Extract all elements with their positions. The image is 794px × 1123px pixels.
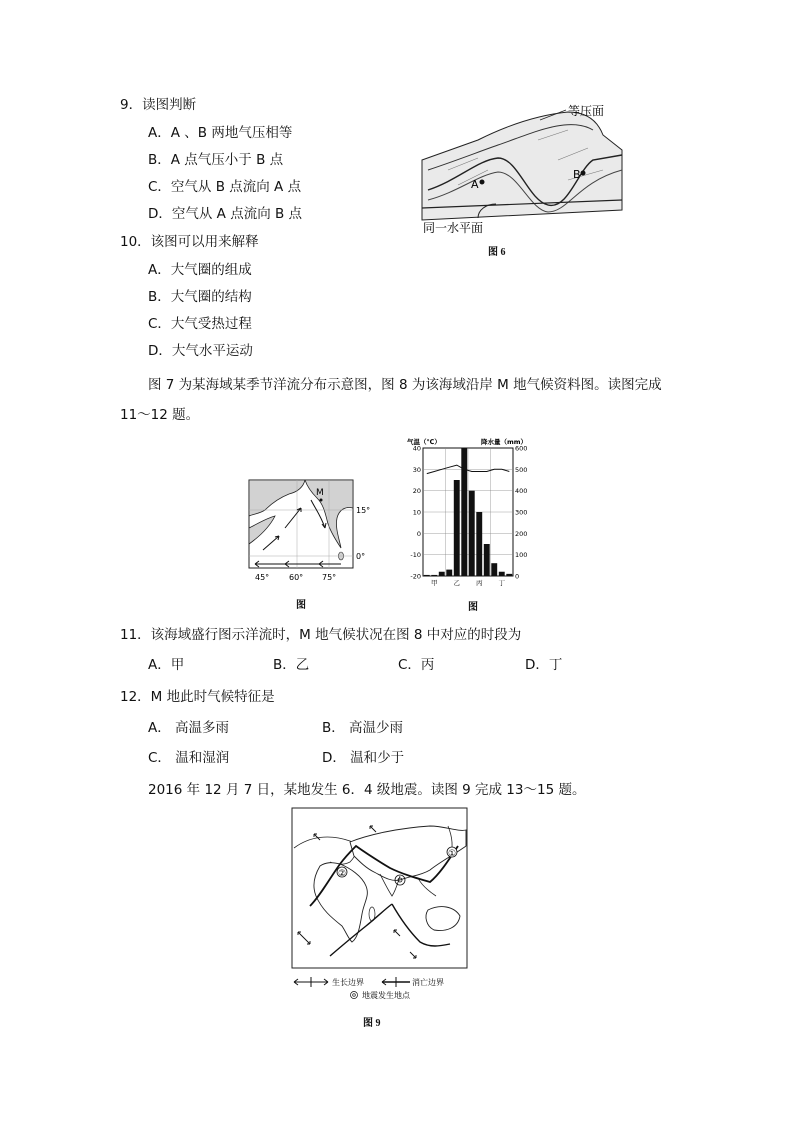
fig8-precip-bar: [439, 572, 445, 576]
q10-option-c: C．大气受热过程: [148, 316, 252, 332]
q11-option-a: A．甲: [148, 657, 185, 673]
figure-7-ocean-current-map: [245, 478, 375, 588]
q12-option-a: A． 高温多雨: [148, 720, 230, 736]
fig8-precip-bar: [499, 572, 505, 576]
fig7-lon-75: 75°: [322, 573, 337, 582]
fig8-precip-title: 降水量（mm）: [481, 438, 528, 446]
fig9-marker-2: ②: [338, 869, 347, 879]
q12-stem: 12．M 地此时气候特征是: [120, 689, 275, 705]
q11-stem: 11．该海域盛行图示洋流时，M 地气候状况在图 8 中对应的时段为: [120, 627, 522, 643]
q9-option-c: C．空气从 B 点流向 A 点: [148, 179, 302, 195]
fig8-left-tick: 30: [412, 465, 421, 474]
fig9-legend-subduction: 消亡边界: [412, 978, 444, 987]
q10-option-b: B．大气圈的结构: [148, 289, 252, 305]
fig8-left-tick: -20: [410, 572, 421, 581]
fig6-label-surface: 等压面: [568, 104, 605, 118]
figure-9-plate-boundary-map: [290, 806, 470, 1004]
q12-option-c: C． 温和湿润: [148, 750, 230, 766]
fig8-precip-bar: [506, 574, 512, 576]
q12-option-b: B． 高温少雨: [322, 720, 404, 736]
fig8-temp-title: 气温（℃）: [407, 438, 441, 446]
fig9-legend-quake: 地震发生地点: [362, 991, 410, 1000]
q10-stem: 10．该图可以用来解释: [120, 234, 259, 250]
q11-option-b: B．乙: [273, 657, 310, 673]
fig6-label-b: B: [573, 168, 581, 181]
figure-8-climate-chart: [405, 436, 537, 590]
fig8-right-tick: 500: [515, 465, 528, 474]
fig8-precip-bar: [469, 491, 475, 576]
fig6-label-a: A: [471, 178, 479, 191]
q11-option-d: D．丁: [525, 657, 563, 673]
fig8-period-label: 丙: [476, 579, 483, 587]
fig8-right-tick: 100: [515, 551, 528, 560]
fig8-right-tick: 300: [515, 508, 528, 517]
fig9-legend-growth: 生长边界: [332, 978, 364, 987]
fig8-precip-bar: [454, 480, 460, 576]
fig9-marker-1: ①: [448, 849, 457, 859]
fig8-left-tick: 10: [412, 508, 421, 517]
fig6-caption: 图 6: [488, 247, 506, 258]
fig8-precip-bar: [431, 575, 437, 576]
fig8-precip-bar: [491, 563, 497, 576]
fig9-caption: 图 9: [363, 1018, 381, 1029]
q9-option-b: B．A 点气压小于 B 点: [148, 152, 284, 168]
fig8-right-tick: 0: [515, 572, 520, 581]
fig7-lat-0: 0°: [356, 552, 366, 561]
fig8-period-label: 乙: [453, 579, 460, 587]
q9-option-a: A．A 、B 两地气压相等: [148, 125, 293, 141]
fig8-left-tick: 20: [412, 487, 421, 496]
fig8-caption: 图: [468, 602, 478, 613]
fig8-left-tick: 0: [416, 529, 421, 538]
fig8-precip-bar: [476, 512, 482, 576]
intro-11-12-line2: 11～12 题。: [120, 407, 200, 423]
fig6-label-level: 同一水平面: [423, 221, 484, 235]
intro-13-15: 2016 年 12 月 7 日，某地发生 6．4 级地震。读图 9 完成 13～15 题。: [148, 782, 586, 798]
fig7-label-m: M: [316, 488, 324, 498]
fig8-right-tick: 200: [515, 529, 528, 538]
fig8-left-tick: 40: [412, 444, 421, 453]
fig8-precip-bar: [446, 570, 452, 576]
q10-option-d: D．大气水平运动: [148, 343, 253, 359]
q9-option-d: D．空气从 A 点流向 B 点: [148, 206, 303, 222]
q10-option-a: A．大气圈的组成: [148, 262, 252, 278]
fig8-left-tick: -10: [410, 551, 421, 560]
intro-11-12-line1: 图 7 为某海域某季节洋流分布示意图，图 8 为该海域沿岸 M 地气候资料图。读图完成: [148, 377, 662, 393]
fig7-lon-45: 45°: [255, 573, 270, 582]
fig7-lat-15: 15°: [356, 506, 371, 515]
fig8-precip-bar: [461, 448, 467, 576]
fig8-precip-bar: [484, 544, 490, 576]
fig7-caption: 图: [296, 600, 306, 611]
q12-option-d: D． 温和少于: [322, 750, 405, 766]
q9-stem: 9．读图判断: [120, 97, 197, 113]
fig7-lon-60: 60°: [289, 573, 304, 582]
fig8-period-label: 甲: [431, 579, 438, 587]
fig8-right-tick: 600: [515, 444, 528, 453]
q11-option-c: C．丙: [398, 657, 435, 673]
fig8-precip-bar: [424, 575, 430, 576]
figure-6-isobaric-surface: [418, 100, 628, 240]
fig8-right-tick: 400: [515, 487, 528, 496]
fig8-period-label: 丁: [498, 579, 505, 587]
